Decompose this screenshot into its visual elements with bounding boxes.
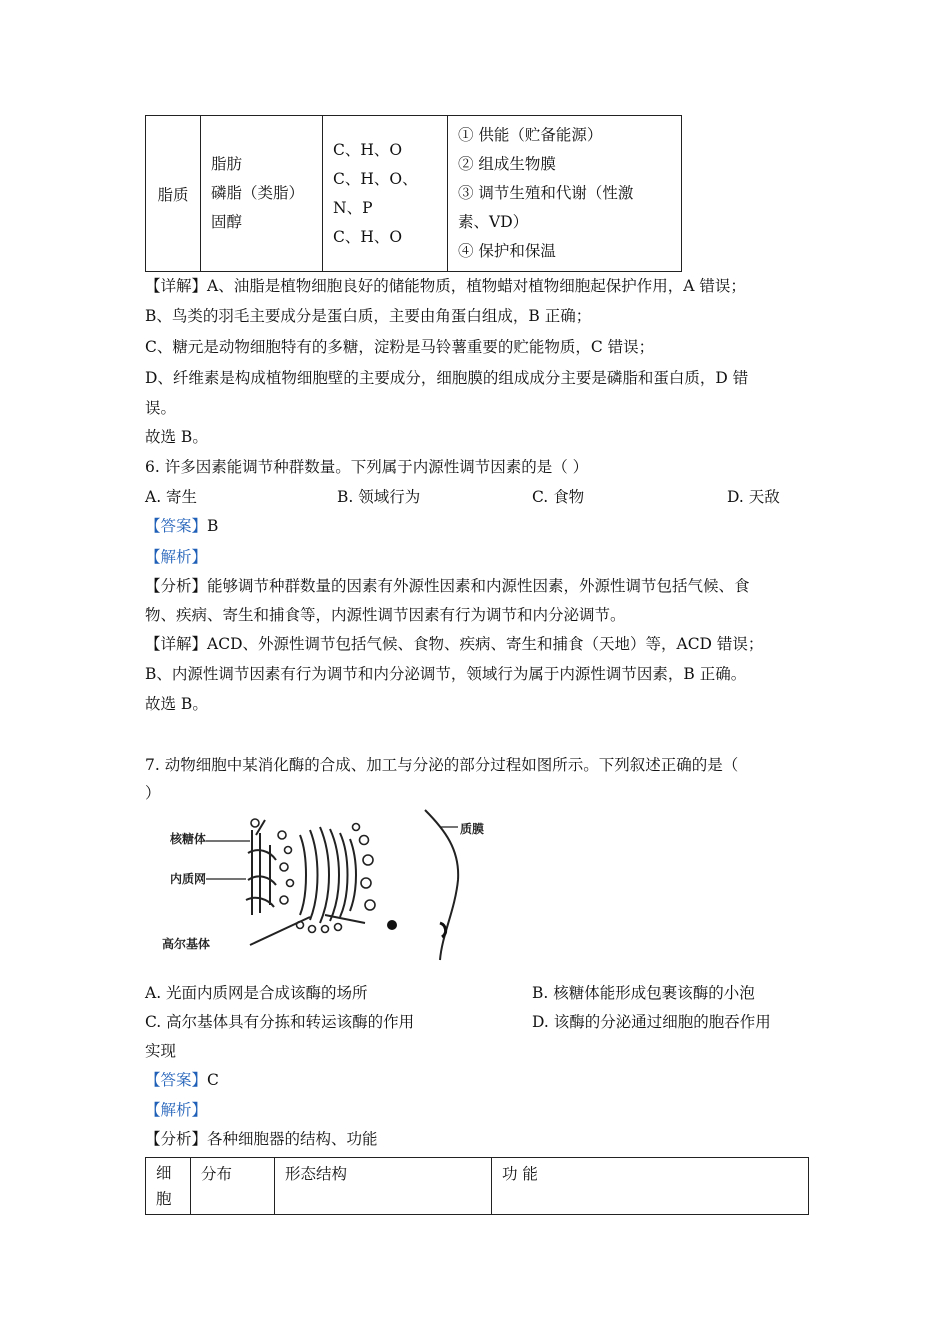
- secretory-vesicle: [387, 920, 397, 930]
- q7-stem: 7. 动物细胞中某消化酶的合成、加工与分泌的部分过程如图所示。下列叙述正确的是（: [145, 756, 739, 774]
- lipid-cell-category: 脂质: [146, 116, 201, 272]
- q7-answer: 【答案】C: [145, 1071, 219, 1089]
- label-plasma-membrane: 质膜: [460, 822, 485, 836]
- lipid-cell-elements: C、H、O C、H、O、 N、P C、H、O: [323, 116, 448, 272]
- q6-answer: 【答案】B: [145, 517, 219, 535]
- org-header-distribution: 分布: [191, 1158, 275, 1215]
- q7-stem-cont: ）: [145, 784, 161, 802]
- q6-fenxi-2: 物、疾病、寄生和捕食等，内源性调节因素有行为调节和内分泌调节。: [145, 606, 626, 624]
- lipid-cell-functions: ① 供能（贮备能源） ② 组成生物膜 ③ 调节生殖和代谢（性激 素、VD） ④ 保护和保温: [448, 116, 682, 272]
- q5-detail-d-cont: 误。: [145, 399, 177, 417]
- q7-analysis-heading: 【解析】: [145, 1101, 208, 1119]
- q5-detail-b: B、鸟类的羽毛主要成分是蛋白质，主要由角蛋白组成，B 正确；: [145, 307, 592, 325]
- q5-detail-a: 【详解】A、油脂是植物细胞良好的储能物质，植物蜡对植物细胞起保护作用，A 错误；: [145, 277, 746, 295]
- plasma-membrane: [425, 810, 458, 960]
- label-er: 内质网: [170, 872, 207, 886]
- q5-detail-d: D、纤维素是构成植物细胞壁的主要成分，细胞膜的组成成分主要是磷脂和蛋白质，D 错: [145, 369, 749, 387]
- q6-option-c: C. 食物: [532, 488, 585, 506]
- q7-option-d-cont: 实现: [145, 1042, 177, 1060]
- q6-detail-1: 【详解】ACD、外源性调节包括气候、食物、疾病、寄生和捕食（天地）等，ACD 错误；: [145, 635, 764, 653]
- q7-option-c: C. 高尔基体具有分拣和转运该酶的作用: [145, 1013, 415, 1031]
- org-header-structure: 形态结构: [275, 1158, 492, 1215]
- cell-secretion-figure: [160, 805, 500, 965]
- q6-analysis-heading: 【解析】: [145, 548, 208, 566]
- label-golgi: 高尔基体: [162, 937, 211, 951]
- er-tubules: [252, 830, 270, 915]
- exocytosis-site: [440, 923, 446, 937]
- org-header-function: 功 能: [492, 1158, 809, 1215]
- q5-detail-c: C、糖元是动物细胞特有的多糖，淀粉是马铃薯重要的贮能物质，C 错误；: [145, 338, 655, 356]
- q6-option-b: B. 领域行为: [337, 488, 421, 506]
- q7-option-d: D. 该酶的分泌通过细胞的胞吞作用: [532, 1013, 771, 1031]
- q6-stem: 6. 许多因素能调节种群数量。下列属于内源性调节因素的是（ ）: [145, 458, 589, 476]
- q6-option-a: A. 寄生: [145, 488, 198, 506]
- organelle-table: [145, 1157, 809, 1215]
- q7-fenxi: 【分析】各种细胞器的结构、功能: [145, 1130, 378, 1148]
- q6-detail-2: B、内源性调节因素有行为调节和内分泌调节，领域行为属于内源性调节因素，B 正确。: [145, 665, 747, 683]
- lipid-cell-types: 脂肪 磷脂（类脂） 固醇: [201, 116, 323, 272]
- q7-option-a: A. 光面内质网是合成该酶的场所: [145, 984, 368, 1002]
- q5-conclusion: 故选 B。: [145, 428, 208, 446]
- q6-conclusion: 故选 B。: [145, 695, 208, 713]
- org-header-organelle: 细 胞: [146, 1158, 191, 1215]
- q6-option-d: D. 天敌: [727, 488, 780, 506]
- lipid-table: [145, 115, 682, 272]
- figure-drawing: [160, 805, 500, 965]
- q7-option-b: B. 核糖体能形成包裹该酶的小泡: [532, 984, 755, 1002]
- label-ribosome: 核糖体: [170, 832, 207, 846]
- q6-fenxi-1: 【分析】能够调节种群数量的因素有外源性因素和内源性因素，外源性调节包括气候、食: [145, 577, 750, 595]
